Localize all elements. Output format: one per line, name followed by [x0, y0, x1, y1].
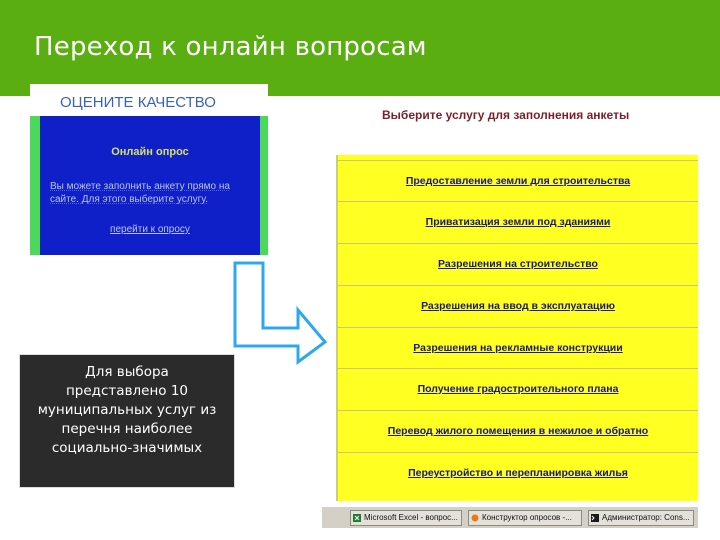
- taskbar-button-label: Microsoft Excel - вопрос...: [364, 513, 458, 522]
- service-item-label: Получение градостроительного плана: [417, 383, 619, 395]
- taskbar-button-console[interactable]: [588, 510, 694, 526]
- service-item[interactable]: [338, 410, 698, 451]
- windows-taskbar: [322, 506, 698, 528]
- service-item[interactable]: [338, 243, 698, 284]
- rate-quality-panel: [30, 84, 268, 255]
- taskbar-button-survey-builder[interactable]: [468, 510, 582, 526]
- service-item[interactable]: [338, 285, 698, 326]
- survey-title: Онлайн опрос: [111, 146, 189, 158]
- browser-icon: [471, 514, 479, 522]
- taskbar-button-label: Администратор: Cons...: [602, 513, 690, 522]
- info-note-box: [19, 354, 235, 488]
- services-list: [336, 155, 698, 501]
- info-line: Для выбора: [85, 364, 169, 380]
- info-line: социально-значимых: [51, 440, 203, 456]
- service-item-label: Предоставление земли для строительства: [405, 175, 631, 187]
- service-item-label: Приватизация земли под зданиями: [425, 216, 611, 228]
- service-item[interactable]: [338, 201, 698, 242]
- info-line: муниципальных услуг из: [37, 402, 217, 418]
- info-line: перечня наиболее: [61, 421, 193, 437]
- info-line: представлено 10: [65, 383, 189, 399]
- survey-description: Вы можете заполнить анкету прямо на сайте. Для этого выберите услугу.: [50, 181, 230, 205]
- taskbar-button-label: Конструктор опросов -...: [482, 513, 572, 522]
- service-item[interactable]: [338, 160, 698, 201]
- rate-quality-header: ОЦЕНИТЕ КАЧЕСТВО: [60, 94, 216, 111]
- go-to-survey-link[interactable]: перейти к опросу: [110, 224, 190, 235]
- arrow-right-icon: [228, 258, 330, 368]
- title-bar: [0, 0, 720, 96]
- excel-icon: [353, 514, 361, 522]
- service-item[interactable]: [338, 452, 698, 493]
- service-item-label: Переустройство и перепланировка жилья: [408, 467, 628, 479]
- service-item[interactable]: [338, 368, 698, 409]
- console-icon: [591, 514, 599, 522]
- service-item-label: Разрешения на строительство: [438, 258, 598, 270]
- panel-border-left: [30, 116, 40, 255]
- services-title: Выберите услугу для заполнения анкеты: [382, 108, 630, 122]
- service-item-label: Перевод жилого помещения в нежилое и обратно: [387, 425, 649, 437]
- service-item[interactable]: [338, 327, 698, 368]
- panel-border-right: [260, 116, 268, 255]
- slide-title: Переход к онлайн вопросам: [34, 32, 427, 62]
- taskbar-button-excel[interactable]: [350, 510, 462, 526]
- online-survey-block: [40, 116, 260, 255]
- service-item-label: Разрешения на рекламные конструкции: [413, 342, 623, 354]
- service-item-label: Разрешения на ввод в эксплуатацию: [421, 300, 615, 312]
